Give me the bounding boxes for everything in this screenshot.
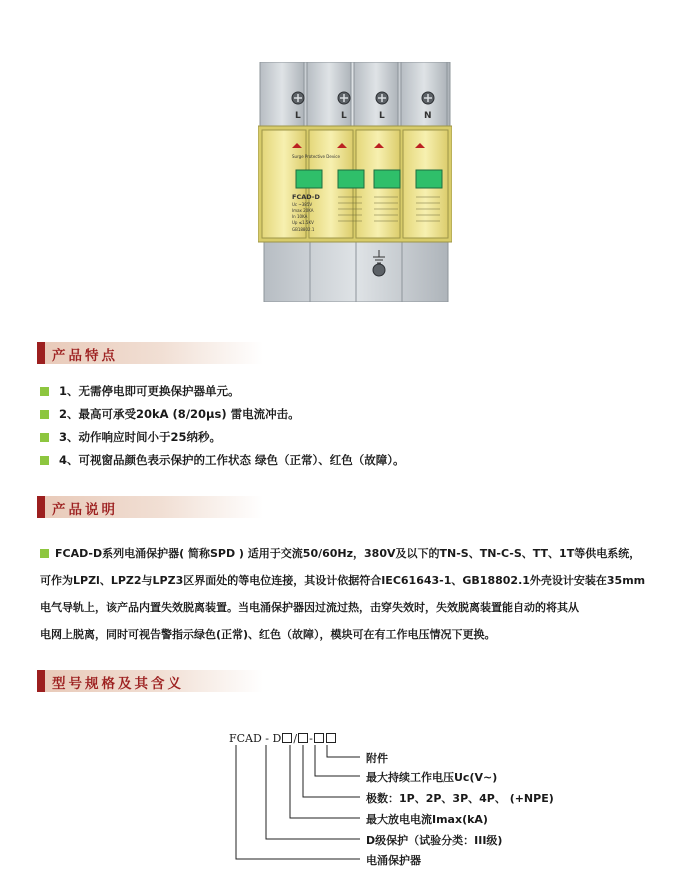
description-title: 产品说明 bbox=[52, 502, 118, 518]
code-separator: - bbox=[309, 732, 313, 745]
features-title: 产品特点 bbox=[52, 348, 118, 364]
terminal-label-4: N bbox=[424, 111, 432, 121]
module-uc-text: Uc ~385V bbox=[292, 202, 313, 207]
terminal-label-2: L bbox=[341, 111, 347, 121]
feature-text: 3、动作响应时间小于25纳秒。 bbox=[59, 430, 222, 444]
model-meaning-voltage: 最大持续工作电压Uc(V~) bbox=[366, 771, 498, 784]
description-text: FCAD-D系列电涌保护器( 简称SPD ) 适用于交流50/60Hz，380V及以下的TN-S、TN-C-S、TT、1T等供电系统， bbox=[55, 547, 641, 560]
module-up-text: Up ≤1.5KV bbox=[292, 220, 314, 225]
terminal-label-3: L bbox=[379, 111, 385, 121]
module-brand-text: Surge Protective Device bbox=[292, 154, 340, 159]
model-meaning-accessory: 附件 bbox=[366, 752, 388, 765]
model-meaning-class: D级保护（试验分类：III级) bbox=[366, 834, 503, 847]
description-line: 可作为LPZl、LPZ2与LPZ3区界面处的等电位连接，其设计依据符合IEC61643-1、GB18802.1外壳设计安装在35mm bbox=[40, 574, 646, 587]
description-line: 电气导轨上，该产品内置失效脱离装置。当电涌保护器因过流过热，击穿失效时，失效脱离装置能自动的将其从 bbox=[40, 601, 579, 614]
module-imax-text: Imax 20KA bbox=[292, 208, 314, 213]
terminal-label-1: L bbox=[295, 111, 301, 121]
feature-text: 1、无需停电即可更换保护器单元。 bbox=[59, 384, 240, 398]
model-title: 型号规格及其含义 bbox=[52, 676, 184, 692]
model-meaning-poles: 极数：1P、2P、3P、4P、 (+NPE) bbox=[366, 792, 554, 805]
model-meaning-product: 电涌保护器 bbox=[366, 854, 421, 867]
code-separator: / bbox=[293, 732, 298, 745]
feature-text: 2、最高可承受20kA (8/20μs) 雷电流冲击。 bbox=[59, 407, 300, 421]
model-code-prefix: FCAD - D bbox=[229, 732, 282, 745]
description-line: 电网上脱离，同时可视告警指示绿色(正常)、红色（故障），模块可在有工作电压情况下更换。 bbox=[40, 628, 496, 641]
model-meaning-imax: 最大放电电流Imax(kA) bbox=[366, 813, 488, 826]
feature-text: 4、可视窗品颜色表示保护的工作状态 绿色（正常）、红色（故障）。 bbox=[59, 453, 405, 467]
module-model-text: FCAD-D bbox=[292, 193, 320, 201]
module-in-text: In 10KA bbox=[292, 214, 308, 219]
module-std-text: GB18802.1 bbox=[292, 227, 315, 232]
